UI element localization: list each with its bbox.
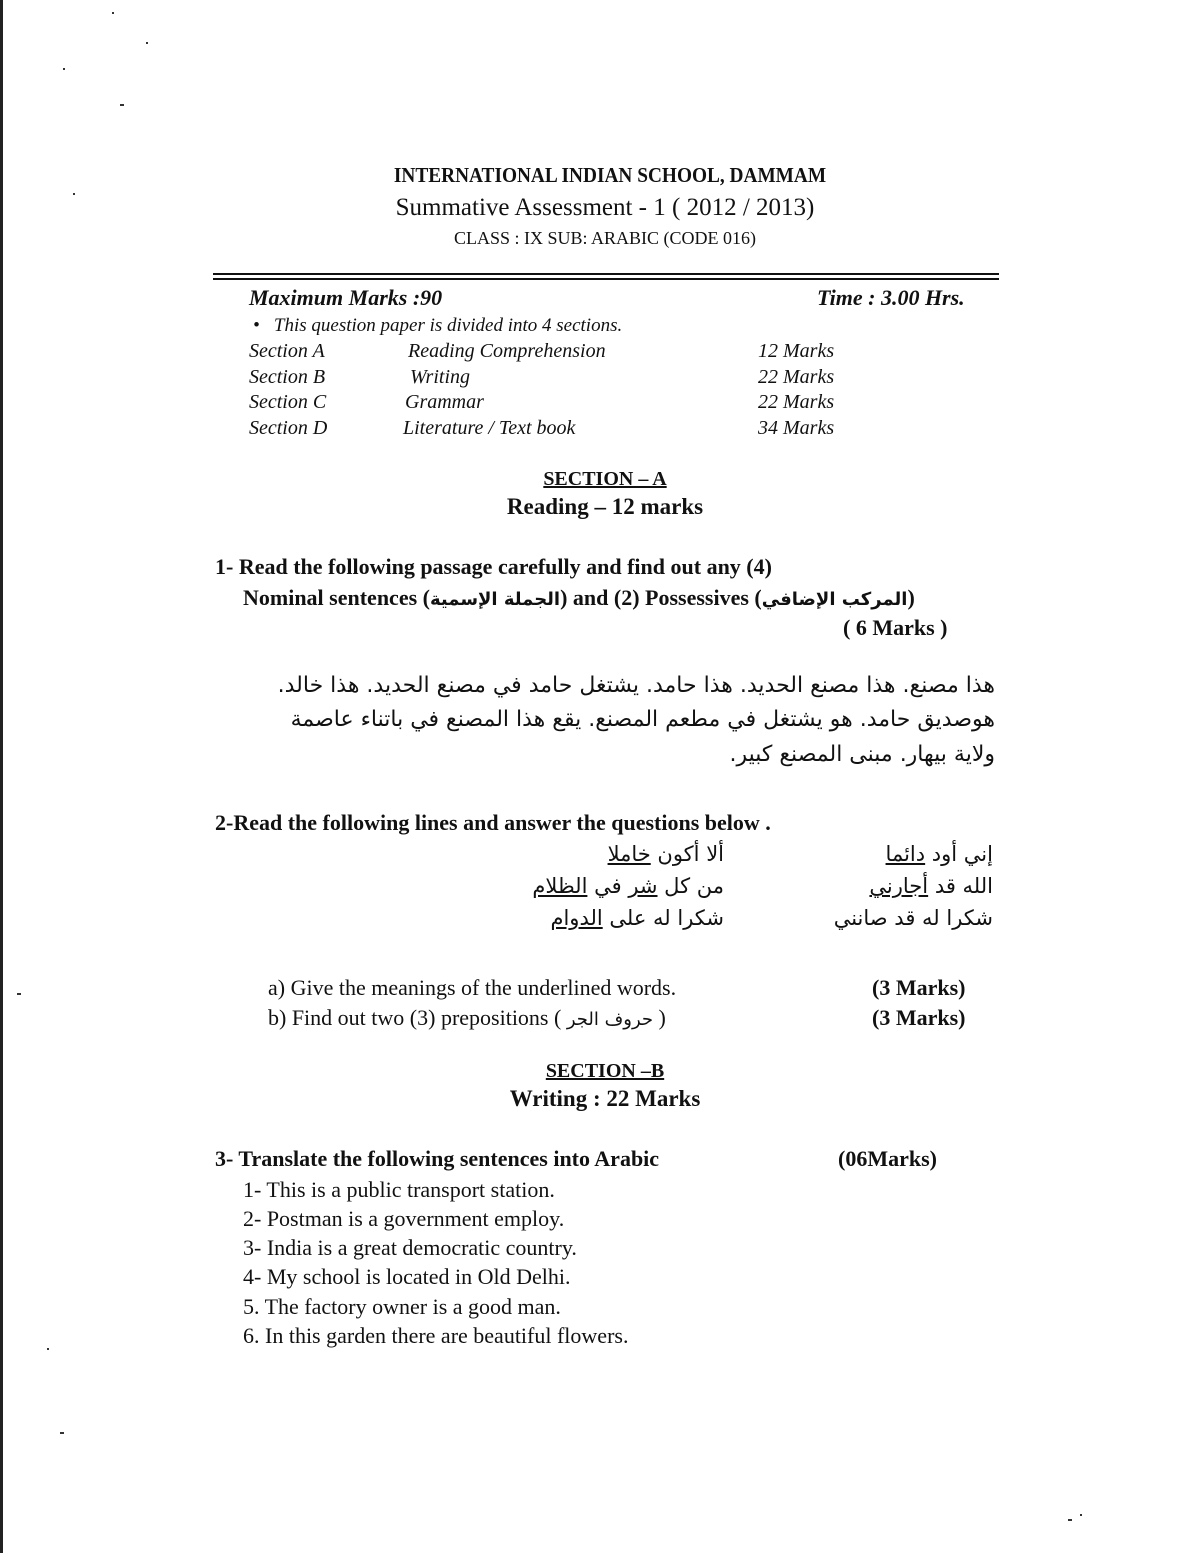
q1-passage-line: هذا مصنع. هذا مصنع الحديد. هذا حامد. يشتغل حامد في مصنع الحديد. هذا خالد.: [277, 673, 995, 698]
q1-arabic-possessive: المركب الإضافي: [761, 589, 908, 610]
poem-underlined-word: خاملا: [607, 842, 651, 866]
bullet: •: [253, 315, 274, 336]
section-marks: 22 Marks: [758, 391, 835, 413]
q1-arabic-nominal: الجملة الإسمية: [429, 589, 561, 610]
section-title: Literature / Text book: [403, 417, 576, 439]
section-name: Section D: [249, 417, 328, 439]
poem-underlined-word: الظلام: [532, 874, 588, 898]
section-marks: 34 Marks: [758, 417, 835, 439]
poem-right-line: [869, 874, 993, 898]
section-title: Grammar: [405, 391, 484, 413]
school-name: INTERNATIONAL INDIAN SCHOOL, DAMMAM: [393, 163, 827, 187]
section-marks: 12 Marks: [758, 340, 835, 362]
q2a-text: a) Give the meanings of the underlined words.: [268, 975, 677, 1000]
q2b-text: [268, 1005, 666, 1031]
q2b-text-b: ): [658, 1005, 666, 1030]
poem-underlined-word: شر: [628, 874, 658, 898]
poem-text: إني أود: [925, 842, 993, 866]
section-name: Section B: [249, 366, 326, 388]
scan-speck: [63, 68, 65, 70]
section-name: Section C: [249, 391, 327, 413]
q1-line2-part-b: ) and (2) Possessives (: [560, 585, 762, 610]
poem-underlined-word: دائما: [885, 842, 926, 866]
section-a-subheading: Reading – 12 marks: [506, 494, 704, 519]
q3-item: 4- My school is located in Old Delhi.: [243, 1264, 571, 1289]
note-text: This question paper is divided into 4 sections.: [273, 315, 623, 336]
poem-text: شكرا له على: [602, 906, 724, 930]
section-name: Section A: [249, 340, 325, 362]
q3-heading: 3- Translate the following sentences into Arabic: [215, 1146, 660, 1171]
poem-underlined-word: الدوام: [550, 906, 603, 930]
poem-text: من كل: [657, 874, 724, 898]
poem-underlined-word: أجارني: [869, 874, 929, 898]
poem-right-line: [886, 842, 993, 866]
scan-speck: [146, 42, 148, 44]
q1-passage-line: ولاية بيهار. مبنى المصنع كبير.: [729, 742, 995, 767]
q1-marks: ( 6 Marks ): [843, 615, 948, 640]
q1-passage-line: هوصديق حامد. هو يشتغل في مطعم المصنع. يقع هذا المصنع في باتناء عاصمة: [290, 707, 995, 732]
q3-item: 5. The factory owner is a good man.: [243, 1294, 561, 1319]
scan-speck: [17, 993, 21, 995]
poem-left-line: [532, 874, 724, 898]
q1-line2-part-a: Nominal sentences (: [243, 585, 430, 610]
poem-left-line: [608, 842, 724, 866]
section-marks: 22 Marks: [758, 366, 835, 388]
q1-line2-part-c: ): [907, 585, 915, 610]
section-title: Writing: [410, 366, 471, 388]
q2-heading: 2-Read the following lines and answer the questions below .: [215, 810, 771, 835]
q3-item: 2- Postman is a government employ.: [243, 1206, 565, 1231]
header-rule-bottom: [213, 278, 999, 280]
poem-text: ألا أكون: [650, 842, 724, 866]
section-title: Reading Comprehension: [408, 340, 606, 362]
q3-item: 6. In this garden there are beautiful flowers.: [243, 1323, 629, 1348]
max-marks: Maximum Marks :90: [249, 285, 443, 310]
poem-text: الله قد: [928, 874, 993, 898]
class-subject: CLASS : IX SUB: ARABIC (CODE 016): [453, 228, 757, 248]
q2a-marks: (3 Marks): [872, 975, 966, 1000]
poem-left-line: [550, 906, 724, 930]
section-a-heading: SECTION – A: [543, 468, 667, 490]
q2b-text-a: b) Find out two (3) prepositions (: [268, 1005, 562, 1030]
scan-speck: [1080, 1514, 1082, 1516]
header-rule-top: [213, 273, 999, 275]
scan-speck: [60, 1432, 64, 1434]
assessment-title: Summative Assessment - 1 ( 2012 / 2013): [395, 194, 815, 221]
q3-item: 1- This is a public transport station.: [243, 1177, 555, 1202]
scan-speck: [112, 12, 114, 14]
q2b-marks: (3 Marks): [872, 1005, 966, 1030]
q1-line1: 1- Read the following passage carefully and find out any (4): [215, 554, 772, 579]
sections-note: [253, 315, 622, 337]
scan-speck: [47, 1348, 49, 1350]
q2b-arabic: حروف الجر: [566, 1009, 653, 1030]
section-b-heading: SECTION –B: [545, 1060, 665, 1082]
section-b-subheading: Writing : 22 Marks: [509, 1086, 701, 1111]
scan-speck: [1068, 1519, 1072, 1521]
time-allowed: Time : 3.00 Hrs.: [817, 285, 965, 310]
q1-line2: [243, 585, 915, 611]
q3-item: 3- India is a great democratic country.: [243, 1235, 577, 1260]
scan-speck: [120, 104, 124, 106]
poem-text: في: [587, 874, 629, 898]
poem-right-line: [834, 906, 993, 930]
poem-text: شكرا له قد صانني: [833, 906, 993, 930]
q3-marks: (06Marks): [838, 1146, 937, 1171]
